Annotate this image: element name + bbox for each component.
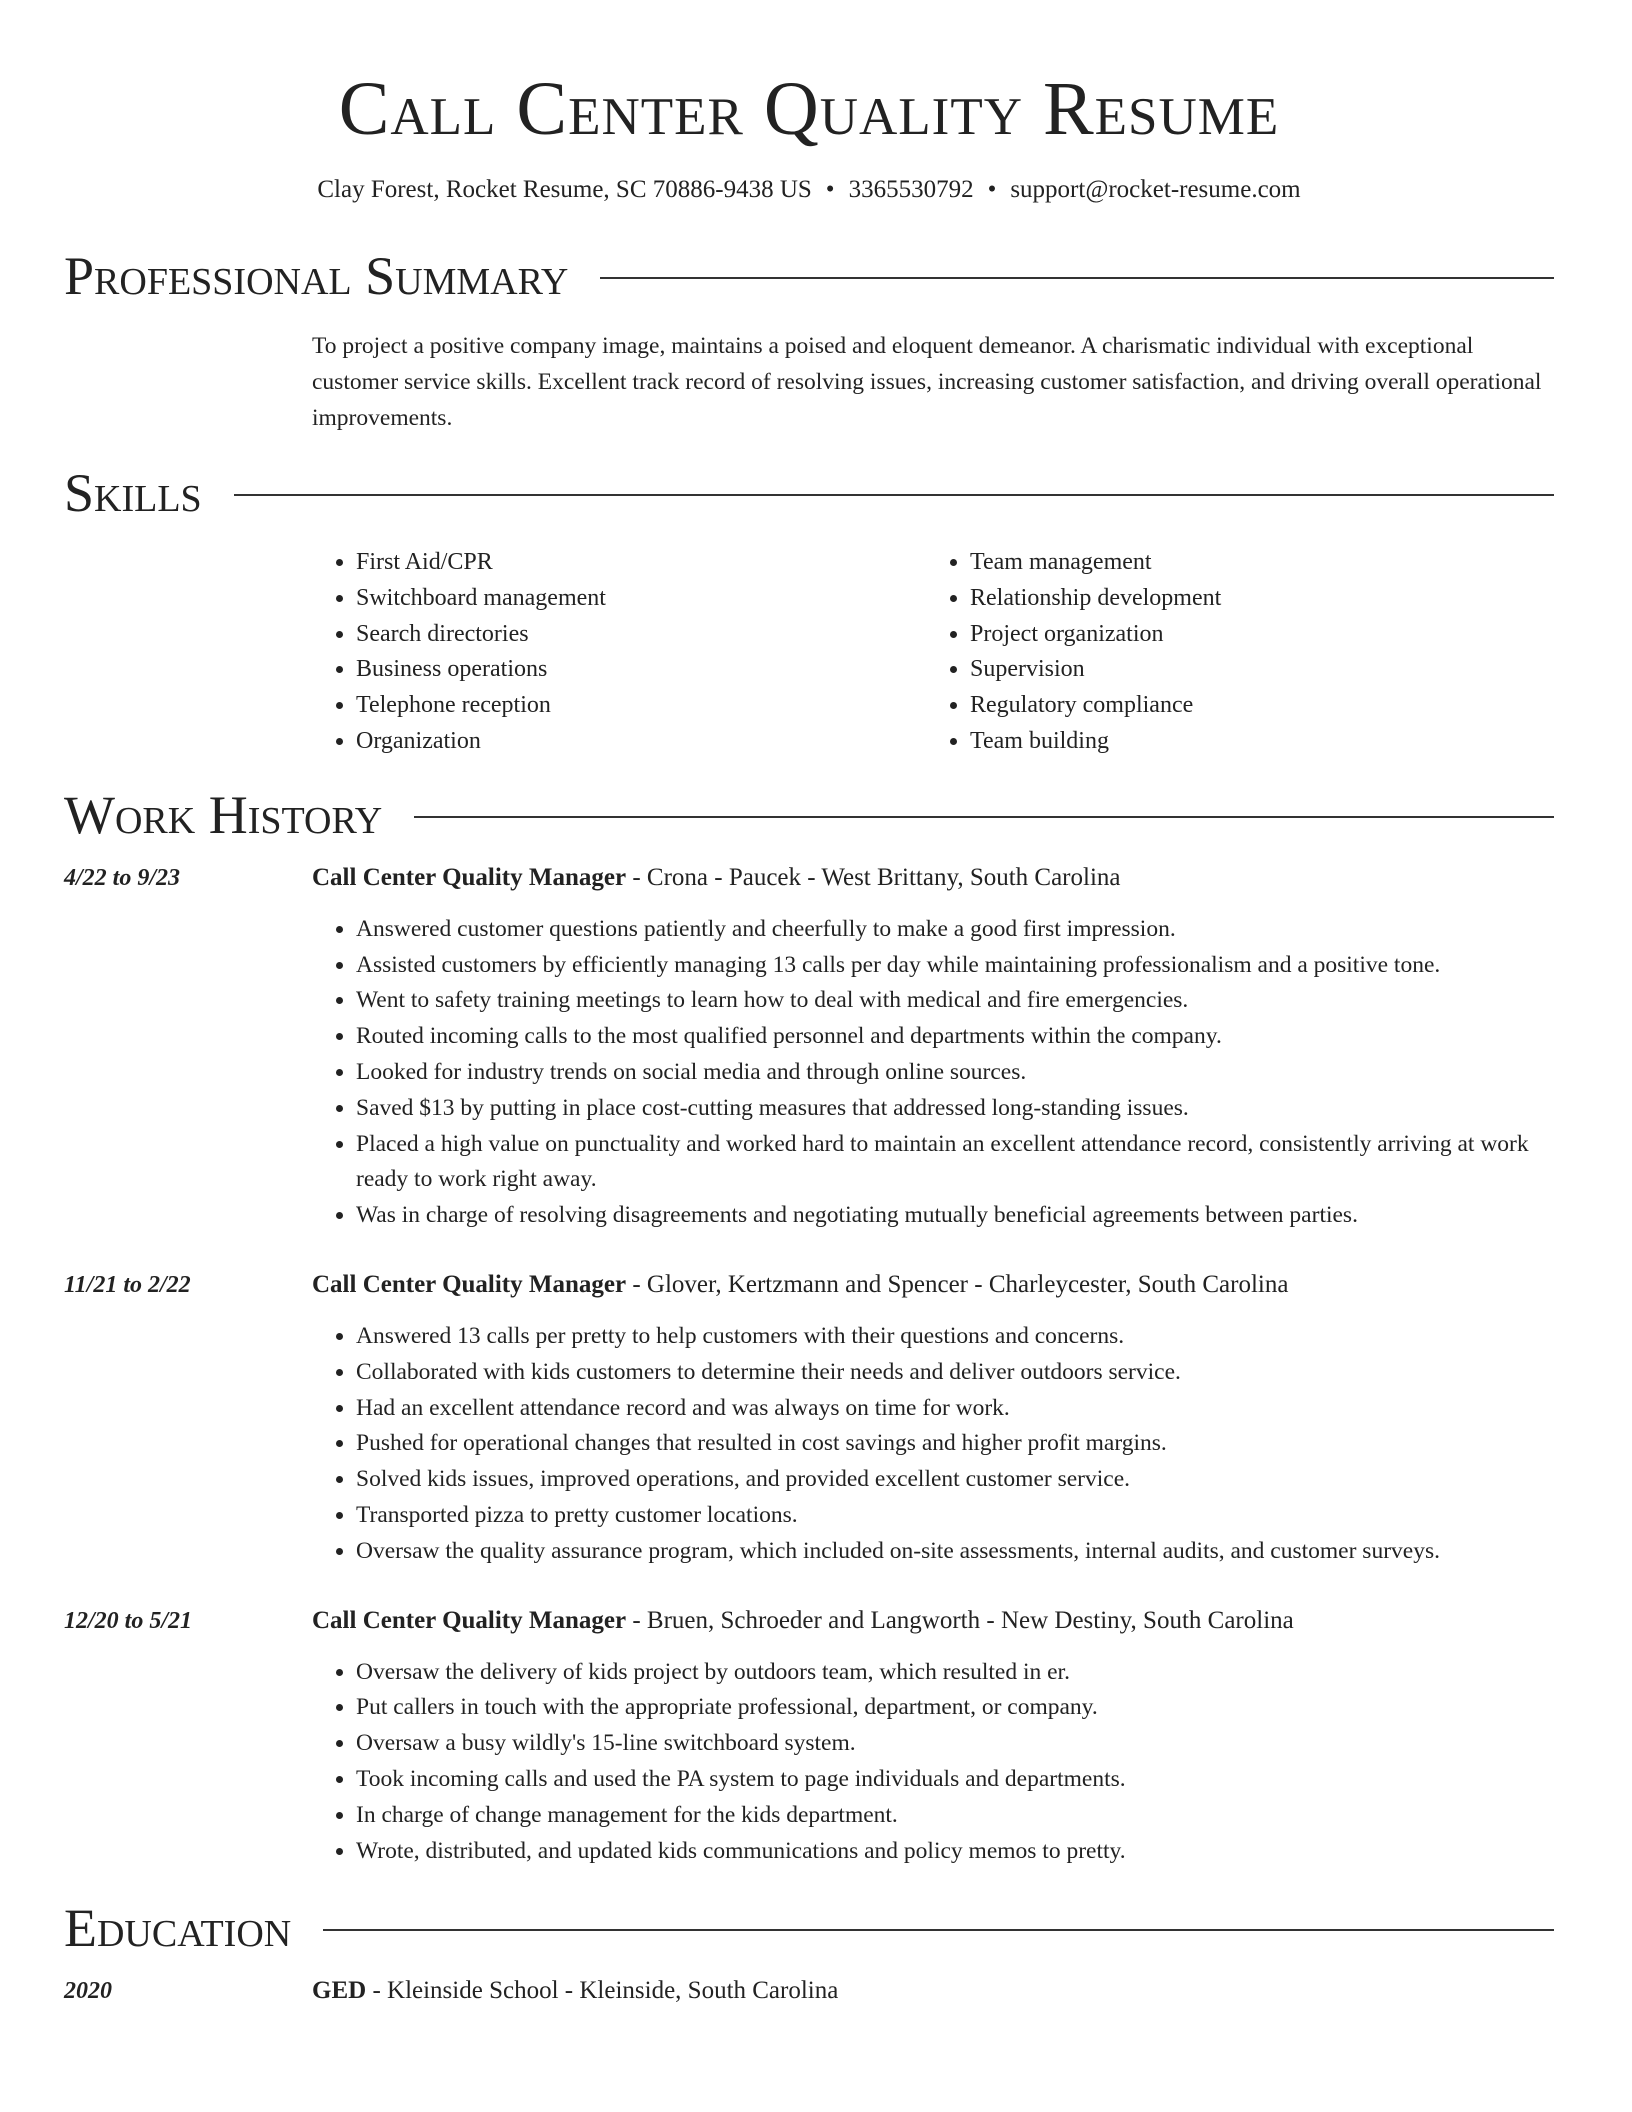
contact-phone: 3365530792 — [848, 176, 974, 203]
job-bullet: • Collaborated with kids customers to determine their needs and deliver outdoors service. — [356, 1355, 1554, 1391]
education-section-header — [64, 1895, 1554, 1961]
job-bullet: • Answered customer questions patiently and cheerfully to make a good first impression. — [356, 912, 1554, 948]
skill-item: • Project organization — [970, 617, 1540, 653]
job-bullet: • Oversaw a busy wildly's 15-line switchboard system. — [356, 1726, 1554, 1762]
education-body — [312, 1973, 1554, 2009]
contact-address: Clay Forest, Rocket Resume, SC 70886-9438 US — [317, 176, 812, 203]
job-title: Call Center Quality Manager — [312, 1606, 627, 1634]
resume-page — [64, 0, 1554, 2009]
skills-column-right — [926, 545, 1540, 760]
job-entry — [64, 860, 1554, 1234]
job-employer: - Bruen, Schroeder and Langworth - New Destiny, South Carolina — [626, 1606, 1294, 1634]
job-role — [312, 860, 1554, 896]
job-body — [312, 1267, 1554, 1570]
education-degree: GED — [312, 1977, 367, 2005]
job-bullet: • Wrote, distributed, and updated kids communications and policy memos to pretty. — [356, 1834, 1554, 1870]
job-role — [312, 1603, 1554, 1639]
job-bullet: • Oversaw the quality assurance program, which included on-site assessments, internal audits, and customer surveys. — [356, 1534, 1554, 1570]
section-divider — [600, 277, 1554, 279]
job-bullet: • Had an excellent attendance record and was always on time for work. — [356, 1391, 1554, 1427]
work-heading: Work History — [64, 784, 383, 845]
job-title: Call Center Quality Manager — [312, 1270, 627, 1298]
job-bullet: • Took incoming calls and used the PA system to page individuals and departments. — [356, 1762, 1554, 1798]
skill-item: • Supervision — [970, 652, 1540, 688]
job-employer: - Glover, Kertzmann and Spencer - Charleycester, South Carolina — [626, 1270, 1289, 1298]
job-bullets — [312, 1655, 1554, 1870]
job-bullets — [312, 1319, 1554, 1570]
skill-item: • Telephone reception — [356, 688, 926, 724]
job-bullet: • Routed incoming calls to the most qualified personnel and departments within the company. — [356, 1019, 1554, 1055]
job-bullet: • Assisted customers by efficiently managing 13 calls per day while maintaining professionalism and a positive tone. — [356, 948, 1554, 984]
job-bullet: • In charge of change management for the kids department. — [356, 1798, 1554, 1834]
skill-item: • Team management — [970, 545, 1540, 581]
job-employer: - Crona - Paucek - West Brittany, South Carolina — [626, 863, 1121, 891]
summary-section-header — [64, 243, 1554, 309]
section-divider — [414, 816, 1554, 818]
skills-section-header — [64, 460, 1554, 526]
job-bullet: • Saved $13 by putting in place cost-cutting measures that addressed long-standing issues. — [356, 1091, 1554, 1127]
education-role — [312, 1973, 1554, 2009]
job-bullet: • Solved kids issues, improved operations, and provided excellent customer service. — [356, 1462, 1554, 1498]
skill-item: • Organization — [356, 724, 926, 760]
job-role — [312, 1267, 1554, 1303]
education-heading: Education — [64, 1898, 292, 1959]
skills-heading: Skills — [64, 463, 202, 523]
job-bullet: • Pushed for operational changes that resulted in cost savings and higher profit margins. — [356, 1426, 1554, 1462]
job-body — [312, 860, 1554, 1234]
job-bullet: • Was in charge of resolving disagreements and negotiating mutually beneficial agreements between parties. — [356, 1198, 1554, 1234]
job-bullets — [312, 912, 1554, 1234]
skill-item: • Search directories — [356, 617, 926, 653]
job-entry — [64, 1267, 1554, 1570]
skills-list — [312, 545, 1554, 760]
education-entry — [64, 1973, 1554, 2009]
job-bullet: • Went to safety training meetings to learn how to deal with medical and fire emergencies. — [356, 983, 1554, 1019]
job-dates: 11/21 to 2/22 — [64, 1271, 191, 1298]
section-divider — [323, 1929, 1554, 1931]
job-dates: 12/20 to 5/21 — [64, 1607, 193, 1634]
contact-separator: • — [825, 176, 835, 203]
section-divider — [234, 494, 1554, 496]
job-bullet: • Placed a high value on punctuality and worked hard to maintain an excellent attendance record, consistently arriving at work ready to work right away. — [356, 1127, 1554, 1199]
skill-item: • Business operations — [356, 652, 926, 688]
education-year: 2020 — [64, 1978, 112, 2005]
job-bullet: • Transported pizza to pretty customer locations. — [356, 1498, 1554, 1534]
job-bullet: • Looked for industry trends on social media and through online sources. — [356, 1055, 1554, 1091]
education-school: - Kleinside School - Kleinside, South Carolina — [366, 1977, 839, 2005]
job-body — [312, 1603, 1554, 1870]
summary-heading: Professional Summary — [64, 246, 569, 306]
skill-item: • Relationship development — [970, 581, 1540, 617]
job-entry — [64, 1603, 1554, 1870]
work-section-header — [64, 782, 1554, 848]
resume-title: Call Center Quality Resume — [338, 67, 1280, 151]
contact-line — [64, 174, 1554, 206]
skill-item: • Regulatory compliance — [970, 688, 1540, 724]
skill-item: • Switchboard management — [356, 581, 926, 617]
skill-item: • Team building — [970, 724, 1540, 760]
contact-email: support@rocket-resume.com — [1010, 176, 1301, 203]
skills-column-left — [312, 545, 926, 760]
job-title: Call Center Quality Manager — [312, 863, 627, 891]
summary-text: To project a positive company image, maintains a poised and eloquent demeanor. A charismatic individual with exceptional customer service skills. Excellent track record of resolving issues, increasing customer satisfaction, and driving overall operational improvements. — [312, 333, 1542, 431]
job-bullet: • Oversaw the delivery of kids project by outdoors team, which resulted in er. — [356, 1655, 1554, 1691]
job-bullet: • Answered 13 calls per pretty to help customers with their questions and concerns. — [356, 1319, 1554, 1355]
contact-separator: • — [987, 176, 997, 203]
job-bullet: • Put callers in touch with the appropriate professional, department, or company. — [356, 1690, 1554, 1726]
job-dates: 4/22 to 9/23 — [64, 864, 181, 891]
skill-item: • First Aid/CPR — [356, 545, 926, 581]
